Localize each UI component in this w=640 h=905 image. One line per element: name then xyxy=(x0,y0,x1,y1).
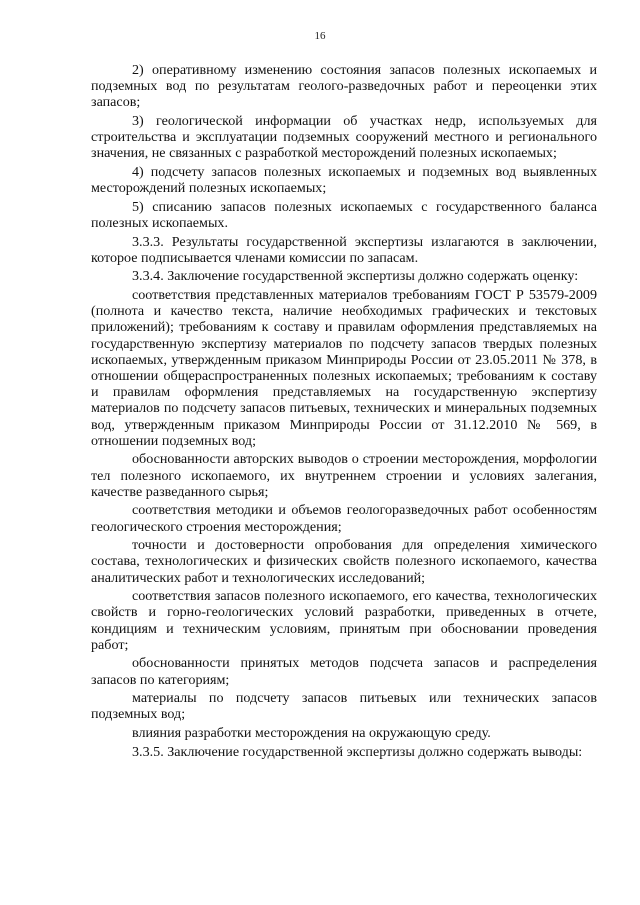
paragraph: влияния разработки месторождения на окружающую среду. xyxy=(132,725,491,741)
paragraph: 3.3.5. Заключение государственной экспертизы должно содержать выводы: xyxy=(132,743,583,760)
paragraph: 4) подсчету запасов полезных ископаемых и подземных вод выявленных месторождений полезных ископаемых; xyxy=(91,164,597,197)
paragraph: 2) оперативному изменению состояния запасов полезных ископаемых и подземных вод по результатам геолого-разведочных работ и переоценки этих запасов; xyxy=(91,62,597,111)
paragraph: 3.3.4. Заключение государственной экспертизы должно содержать оценку: xyxy=(132,268,579,285)
paragraph: 3.3.3. Результаты государственной экспертизы излагаются в заключении, которое подписывается членами комиссии по запасам. xyxy=(91,233,597,266)
paragraph: 5) списанию запасов полезных ископаемых с государственного баланса полезных ископаемых. xyxy=(91,198,597,231)
paragraph: обоснованности авторских выводов о строении месторождения, морфологии тел полезного ископаемого, их внутреннем строении и условиях залегания, качестве разведанного сырья; xyxy=(91,451,597,500)
paragraph: обоснованности принятых методов подсчета запасов и распределения запасов по категориям; xyxy=(91,655,597,688)
paragraph: точности и достоверности опробования для определения химического состава, технологических и физических свойств полезного ископаемого, качества аналитических работ и технологических исследований; xyxy=(91,537,597,586)
paragraph: материалы по подсчету запасов питьевых или технических запасов подземных вод; xyxy=(91,690,597,723)
paragraph: 3) геологической информации об участках недр, используемых для строительства и эксплуатации подземных сооружений местного и регионального значения, не связанных с разработкой месторождений полезных ископаемых; xyxy=(91,113,597,162)
paragraph: соответствия запасов полезного ископаемого, его качества, технологических свойств и горно-геологических условий разработки, приведенных в отчете, кондициям и техническим условиям, принятым при обосновании проведения работ; xyxy=(91,588,597,653)
paragraph: соответствия методики и объемов геологоразведочных работ особенностям геологического строения месторождения; xyxy=(91,502,597,535)
paragraph: соответствия представленных материалов требованиям ГОСТ Р 53579-2009 (полнота и качество текста, наличие необходимых графических и текстовых приложений); требованиям к составу и правилам оформления представляемых на государственную экспертизу материалов по подсчету запасов твердых полезных ископаемых, утвержденным приказом Минприроды России от 23.05.2011 № 378, в отношении общераспространенных полезных ископаемых; требованиям к составу и правилам оформления представляемых на государственную экспертизу материалов по подсчету запасов питьевых, технических и минеральных подземных вод, утвержденным приказом Минприроды России от 31.12.2010 № 569, в отношении подземных вод; xyxy=(91,286,597,449)
document-body xyxy=(91,62,597,762)
page-number: 16 xyxy=(314,30,326,42)
